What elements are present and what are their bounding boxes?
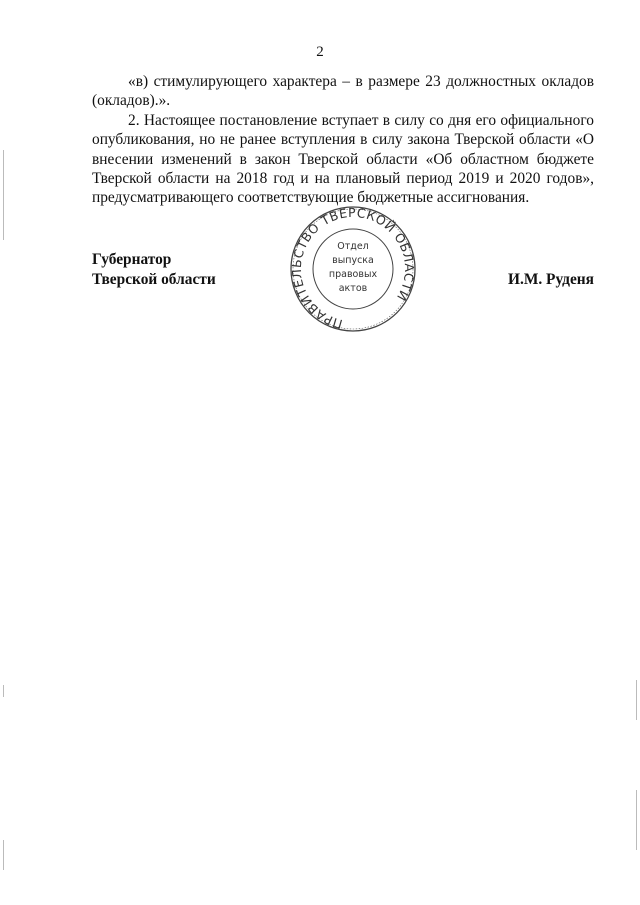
signature-position-line-1: Губернатор: [92, 251, 172, 268]
paragraph-1: «в) стимулирующего характера – в размере 23 должностных окладов (окладов).».: [92, 73, 594, 110]
signature-position: [92, 250, 216, 290]
page-number: 2: [316, 44, 324, 60]
paragraph-2: 2. Настоящее постановление вступает в силу со дня его официального опубликования, но не ранее вступления в силу закона Тверской области «О внесении изменений в закон Тверской области «Об областном бюджете Тверской области на 2018 год и на плановый период 2019 и 2020 годов», предусматривающего соответствующие бюджетные ассигнования.: [92, 111, 594, 207]
signature-position-line-2: Тверской области: [92, 271, 216, 288]
signature-name: И.М. Руденя: [508, 271, 594, 288]
stamp-inner-line-4: актов: [338, 283, 368, 294]
stamp-ring-text: ПРАВИТЕЛЬСТВО ТВЕРСКОЙ ОБЛАСТИ: [288, 205, 418, 332]
official-stamp: [283, 205, 423, 333]
body-text: [92, 72, 594, 208]
scan-edge-mark: [636, 790, 637, 850]
scan-edge-mark: [3, 685, 4, 697]
stamp-inner-line-1: Отдел: [337, 241, 369, 252]
scan-edge-mark: [636, 680, 637, 720]
scan-edge-mark: [3, 150, 4, 240]
stamp-inner-line-2: выпуска: [332, 255, 374, 266]
scan-edge-mark: [3, 840, 4, 870]
stamp-inner-line-3: правовых: [328, 269, 378, 280]
